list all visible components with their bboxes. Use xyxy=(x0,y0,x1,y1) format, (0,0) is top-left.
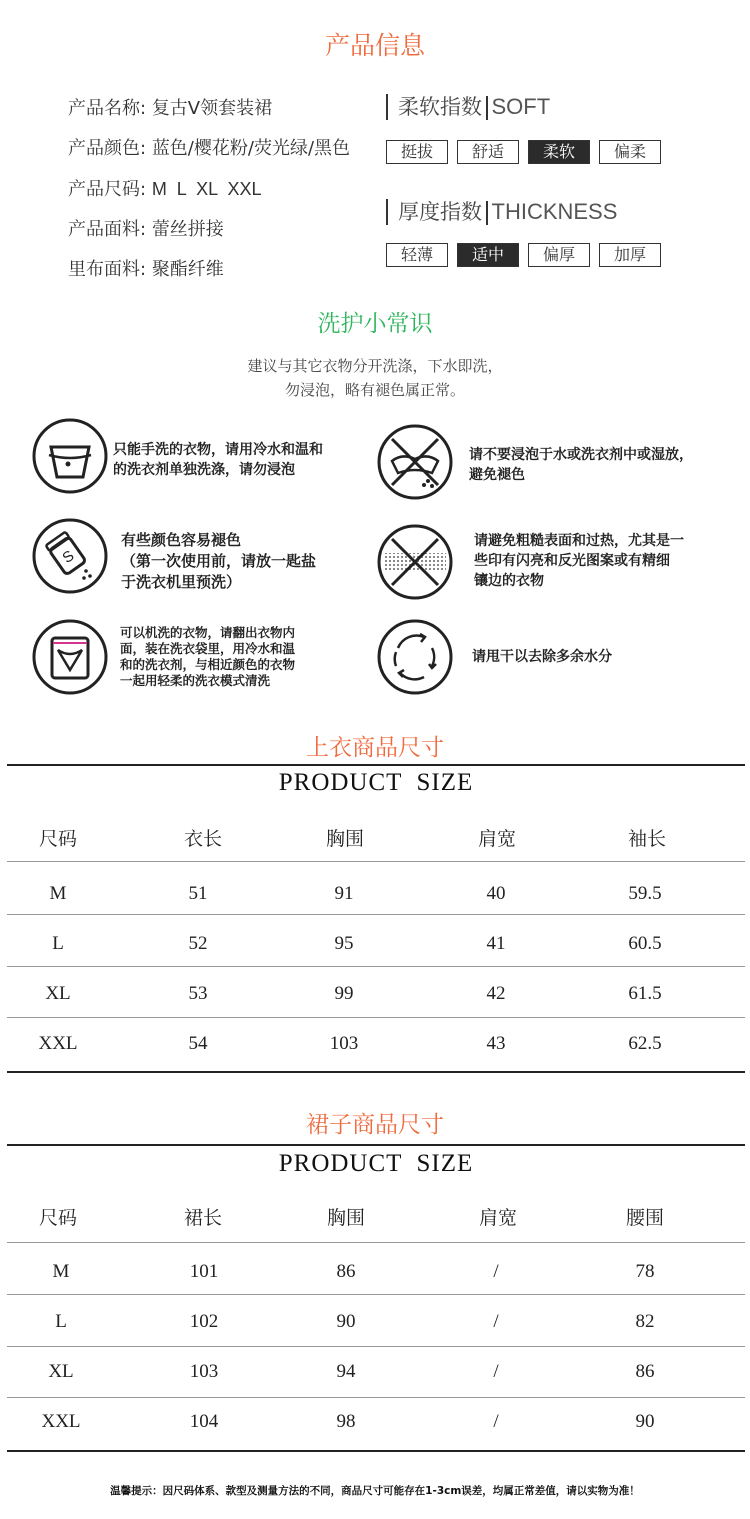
care-text-hand-wash xyxy=(113,440,323,480)
table-cell: 52 xyxy=(188,933,208,954)
care-intro xyxy=(0,354,750,402)
table-divider xyxy=(7,861,745,862)
care-line: 于洗衣机里预洗） xyxy=(121,573,242,591)
top-size-title: 上衣商品尺寸 xyxy=(306,735,444,761)
care-line: 请甩干以去除多余水分 xyxy=(472,649,612,665)
soft-option: 挺拔 xyxy=(386,140,448,164)
table-cell: 101 xyxy=(189,1261,219,1282)
hand-wash-icon xyxy=(31,417,109,499)
care-line: 有些颜色容易褪色 xyxy=(121,531,242,549)
table-cell: 62.5 xyxy=(628,1033,662,1054)
care-intro-line: 勿浸泡，略有褪色属正常。 xyxy=(284,381,465,399)
machine-wash-bag-icon xyxy=(31,618,109,700)
table-header-cell: 尺码 xyxy=(38,1207,77,1229)
info-row-name xyxy=(68,94,272,120)
table-cell: XXL xyxy=(38,1033,78,1054)
table-cell: 99 xyxy=(334,983,354,1004)
care-text-rough-surface xyxy=(474,531,684,591)
svg-text:S: S xyxy=(59,547,78,567)
table-header-cell: 胸围 xyxy=(326,1207,365,1229)
table-cell: 82 xyxy=(635,1311,655,1332)
table-divider xyxy=(7,914,745,915)
table-cell: 104 xyxy=(189,1411,219,1432)
size-disclaimer: 温馨提示：因尺码体系、款型及测量方法的不同，商品尺寸可能存在1-3cm误差，均属正常差值，请以实物为准！ xyxy=(110,1485,640,1497)
top-size-table xyxy=(7,764,745,1074)
care-line: 的洗衣剂单独洗涤，请勿浸泡 xyxy=(113,462,295,478)
soft-index-label: 柔软指数 xyxy=(398,95,482,119)
table-divider xyxy=(7,1346,745,1347)
care-line: （第一次使用前，请放一匙盐 xyxy=(121,552,317,570)
care-title: 洗护小常识 xyxy=(317,311,433,337)
care-line: 些印有闪亮和反光图案或有精细 xyxy=(474,553,670,569)
table-cell: M xyxy=(49,883,67,904)
care-text-salt xyxy=(121,530,316,593)
table-divider xyxy=(7,1397,745,1398)
skirt-size-title: 裙子商品尺寸 xyxy=(306,1112,444,1138)
table-header-cell: 肩宽 xyxy=(478,1207,517,1229)
info-value: 复古V领套装裙 xyxy=(151,98,273,119)
info-value: M L XL XXL xyxy=(151,179,262,199)
soft-index-heading xyxy=(386,94,550,120)
care-text-spin-dry xyxy=(472,647,612,667)
thickness-index-heading xyxy=(386,199,617,225)
info-key: 产品尺码: xyxy=(68,179,147,200)
table-en-title: PRODUCT SIZE xyxy=(278,769,474,796)
table-cell: 103 xyxy=(329,1033,359,1054)
table-cell: 59.5 xyxy=(628,883,662,904)
thickness-index-options xyxy=(386,243,661,267)
info-value: 蓝色/樱花粉/荧光绿/黑色 xyxy=(151,138,351,159)
table-cell: L xyxy=(52,933,64,954)
table-cell: 91 xyxy=(334,883,354,904)
table-cell: 86 xyxy=(635,1361,655,1382)
soft-option-selected: 柔软 xyxy=(528,140,590,164)
care-line: 一起用轻柔的洗衣模式清洗 xyxy=(120,673,271,688)
table-cell: 78 xyxy=(635,1261,655,1282)
table-divider xyxy=(7,1294,745,1295)
table-cell: / xyxy=(493,1261,499,1282)
table-cell: / xyxy=(493,1311,499,1332)
table-bottom-line xyxy=(7,1071,745,1073)
care-line: 避免褪色 xyxy=(469,467,525,483)
table-header-cell: 腰围 xyxy=(625,1207,664,1229)
soft-option: 舒适 xyxy=(457,140,519,164)
table-en-title: PRODUCT SIZE xyxy=(278,1150,474,1177)
thickness-index-label-en: THICKNESS xyxy=(491,199,618,224)
soft-index-label-en: SOFT xyxy=(491,94,551,119)
no-soak-icon xyxy=(376,423,454,505)
table-cell: M xyxy=(52,1261,70,1282)
table-cell: XL xyxy=(48,1361,74,1382)
info-row-lining xyxy=(68,255,224,281)
table-header-cell: 袖长 xyxy=(627,828,666,850)
thickness-option: 加厚 xyxy=(599,243,661,267)
table-cell: 94 xyxy=(336,1361,356,1382)
table-cell: XL xyxy=(45,983,71,1004)
table-top-line xyxy=(7,764,745,766)
table-cell: 98 xyxy=(336,1411,356,1432)
table-header-cell: 裙长 xyxy=(183,1207,222,1229)
info-key: 产品面料: xyxy=(68,219,147,240)
table-bottom-line xyxy=(7,1450,745,1452)
table-cell: L xyxy=(55,1311,67,1332)
care-intro-line: 建议与其它衣物分开洗涤，下水即洗， xyxy=(247,357,503,375)
salt-shaker-icon xyxy=(31,517,109,599)
table-header-cell: 尺码 xyxy=(38,828,77,850)
table-header-cell: 胸围 xyxy=(325,828,364,850)
table-divider xyxy=(7,1017,745,1018)
care-line: 只能手洗的衣物，请用冷水和温和 xyxy=(113,442,323,458)
table-cell: XXL xyxy=(41,1411,81,1432)
care-text-machine-wash xyxy=(120,625,295,689)
spin-dry-icon xyxy=(376,618,454,700)
info-value: 聚酯纤维 xyxy=(151,259,224,280)
thickness-option: 轻薄 xyxy=(386,243,448,267)
care-line: 可以机洗的衣物，请翻出衣物内 xyxy=(120,625,296,640)
info-row-size xyxy=(68,175,262,201)
table-cell: 51 xyxy=(188,883,208,904)
table-top-line xyxy=(7,1144,745,1146)
table-cell: 41 xyxy=(486,933,506,954)
info-key: 产品名称: xyxy=(68,98,147,119)
care-text-no-soak xyxy=(469,445,693,485)
table-cell: 86 xyxy=(336,1261,356,1282)
table-cell: 40 xyxy=(486,883,506,904)
table-cell: 90 xyxy=(635,1411,655,1432)
table-cell: / xyxy=(493,1411,499,1432)
table-cell: 43 xyxy=(486,1033,506,1054)
info-row-color xyxy=(68,134,350,160)
thickness-option: 偏厚 xyxy=(528,243,590,267)
thickness-index-label: 厚度指数 xyxy=(398,200,482,224)
table-cell: 42 xyxy=(486,983,506,1004)
table-divider xyxy=(7,966,745,967)
care-line: 请不要浸泡于水或洗衣剂中或湿放， xyxy=(469,447,693,463)
table-header-cell: 衣长 xyxy=(183,828,222,850)
table-cell: 103 xyxy=(189,1361,219,1382)
care-line: 面，装在洗衣袋里，用冷水和温 xyxy=(120,641,296,656)
table-cell: 95 xyxy=(334,933,354,954)
info-key: 里布面料: xyxy=(68,259,147,280)
table-cell: 90 xyxy=(336,1311,356,1332)
care-line: 和的洗衣剂，与相近颜色的衣物 xyxy=(120,657,296,672)
skirt-size-table xyxy=(7,1144,745,1454)
info-key: 产品颜色: xyxy=(68,138,147,159)
care-line: 请避免粗糙表面和过热，尤其是一 xyxy=(474,533,684,549)
info-value: 蕾丝拼接 xyxy=(151,219,224,240)
product-info-title: 产品信息 xyxy=(324,31,425,60)
soft-option: 偏柔 xyxy=(599,140,661,164)
thickness-option-selected: 适中 xyxy=(457,243,519,267)
table-header-cell: 肩宽 xyxy=(477,828,516,850)
info-row-fabric xyxy=(68,215,224,241)
table-cell: 61.5 xyxy=(628,983,662,1004)
table-cell: / xyxy=(493,1361,499,1382)
table-cell: 54 xyxy=(188,1033,208,1054)
care-line: 镶边的衣物 xyxy=(474,573,544,589)
no-iron-rough-surface-icon xyxy=(376,523,454,605)
table-cell: 102 xyxy=(189,1311,219,1332)
soft-index-options xyxy=(386,140,661,164)
table-cell: 60.5 xyxy=(628,933,662,954)
table-cell: 53 xyxy=(188,983,208,1004)
table-divider xyxy=(7,1242,745,1243)
